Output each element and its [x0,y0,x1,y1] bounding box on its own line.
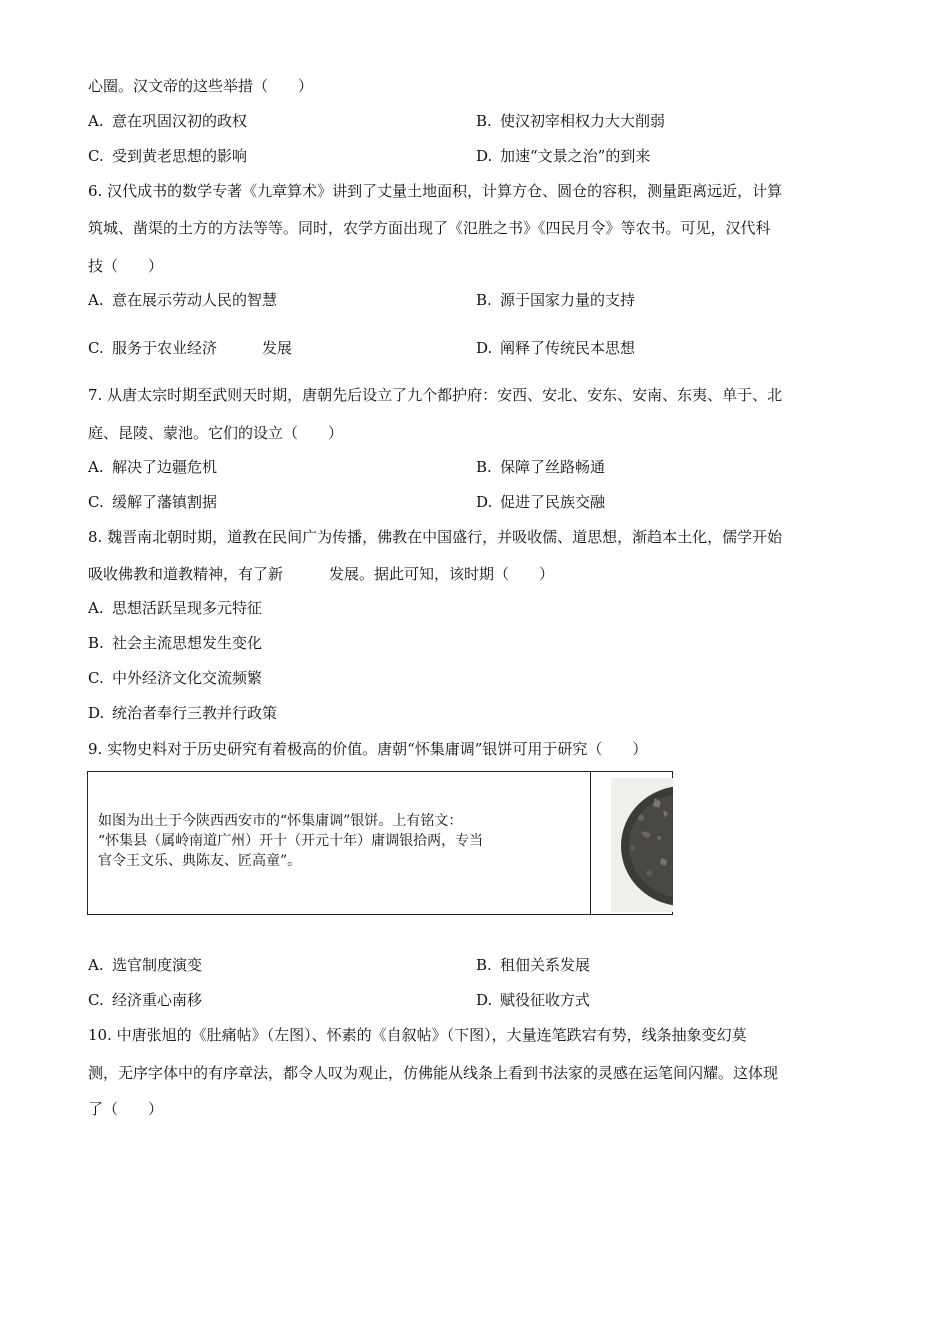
q7-option-b[interactable]: B. 保障了丝路畅通 [476,458,606,476]
q9-material-line1: 如图为出土于今陕西西安市的“怀集庸调”银饼。上有铭文： [98,813,463,829]
q5-option-b[interactable]: B. 使汉初宰相权力大大削弱 [476,112,666,130]
q7-option-d[interactable]: D. 促进了民族交融 [476,493,606,511]
q5-option-d[interactable]: D. 加速“文景之治”的到来 [476,147,651,165]
q7-option-c[interactable]: C. 缓解了藩镇割据 [88,493,218,511]
q10-stem-line1: 10. 中唐张旭的《肚痛帖》（左图）、怀素的《自叙帖》（下图），大量连笔跌宕有势，线条抽象变幻莫 [88,1026,747,1044]
q7-stem-line2: 庭、昆陵、蒙池。它们的设立（ ） [88,424,344,442]
silver-cake-photo [611,778,673,912]
q9-option-c[interactable]: C. 经济重心南移 [88,991,203,1009]
q6-option-b[interactable]: B. 源于国家力量的支持 [476,291,636,309]
q8-option-a[interactable]: A. 思想活跃呈现多元特征 [88,599,263,617]
q6-option-a[interactable]: A. 意在展示劳动人民的智慧 [88,291,278,309]
q9-option-d[interactable]: D. 赋役征收方式 [476,991,591,1009]
q8-option-b[interactable]: B. 社会主流思想发生变化 [88,634,263,652]
q9-stem: 9. 实物史料对于历史研究有着极高的价值。唐朝“怀集庸调”银饼可用于研究（ ） [88,740,648,758]
q9-material-line3: 官令王文乐、典陈友、匠高童”。 [98,853,302,869]
q8-option-d[interactable]: D. 统治者奉行三教并行政策 [88,704,278,722]
q9-option-b[interactable]: B. 租佃关系发展 [476,956,591,974]
q6-stem-line3: 技（ ） [88,257,164,275]
q8-option-c[interactable]: C. 中外经济文化交流频繁 [88,669,263,687]
silver-cake-image [611,778,673,912]
q9-option-a[interactable]: A. 选官制度演变 [88,956,203,974]
q5-option-c[interactable]: C. 受到黄老思想的影响 [88,147,248,165]
q5-option-a[interactable]: A. 意在巩固汉初的政权 [88,112,248,130]
q9-material-line2: “怀集县（属岭南道广州）开十（开元十年）庸调银拾两，专当 [98,833,484,849]
q8-stem-line1: 8. 魏晋南北朝时期，道教在民间广为传播，佛教在中国盛行，并吸收儒、道思想，渐趋本土化，儒学开始 [88,528,783,546]
q8-stem-line2: 吸收佛教和道教精神，有了新 发展。据此可知，该时期（ ） [88,565,555,583]
q10-stem-line2: 测，无序字体中的有序章法，都令人叹为观止，仿佛能从线条上看到书法家的灵感在运笔间闪耀。这体现 [88,1064,779,1082]
q7-stem-line1: 7. 从唐太宗时期至武则天时期，唐朝先后设立了九个都护府：安西、安北、安东、安南、东夷、单于、北 [88,386,783,404]
q6-option-d[interactable]: D. 阐释了传统民本思想 [476,339,636,357]
q6-option-c[interactable]: C. 服务于农业经济 发展 [88,339,293,357]
q9-material-table [87,771,673,915]
q7-option-a[interactable]: A. 解决了边疆危机 [88,458,218,476]
q5-stem-tail: 心圈。汉文帝的这些举措（ ） [88,77,314,95]
q9-material-text-cell [88,772,591,914]
q6-stem-line1: 6. 汉代成书的数学专著《九章算术》讲到了丈量土地面积，计算方仓、圆仓的容积，测量距离远近，计算 [88,182,783,200]
q10-stem-line3: 了（ ） [88,1100,164,1118]
q6-stem-line2: 筑城、凿渠的土方的方法等等。同时，农学方面出现了《氾胜之书》《四民月令》等农书。可见，汉代科 [88,219,771,237]
